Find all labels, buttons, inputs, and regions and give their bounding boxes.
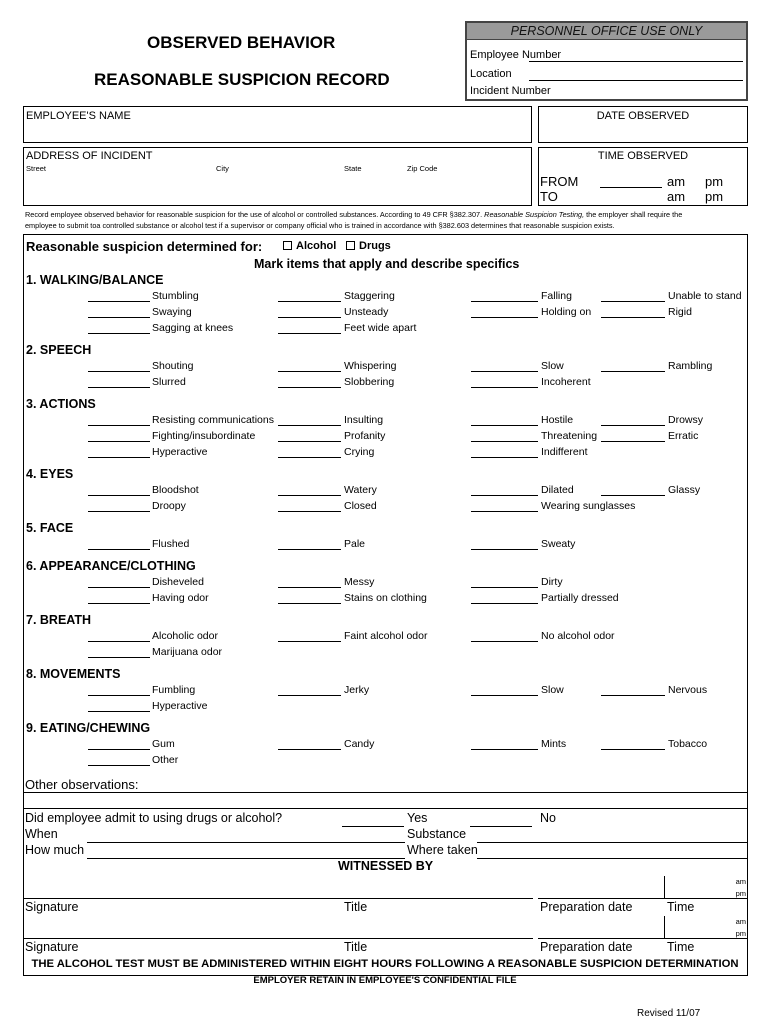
item-label: Swaying <box>152 306 192 318</box>
item-label: Feet wide apart <box>344 322 417 334</box>
prep-date-1-label: Preparation date <box>540 900 633 914</box>
to-label: TO <box>540 189 558 204</box>
admit-question: Did employee admit to using drugs or alcohol? <box>25 811 283 825</box>
item-mark-field[interactable] <box>278 301 341 302</box>
signature-1-field[interactable] <box>24 898 533 899</box>
state-label: State <box>344 164 362 173</box>
category-heading: 6. APPEARANCE/CLOTHING <box>26 559 196 573</box>
category-section <box>24 396 749 461</box>
item-label: Hostile <box>541 414 574 426</box>
item-mark-field[interactable] <box>471 371 538 372</box>
retain-notice: EMPLOYER RETAIN IN EMPLOYEE'S CONFIDENTIAL FILE <box>253 975 517 986</box>
time-observed-box <box>538 147 748 206</box>
location-label: Location <box>470 68 512 80</box>
item-mark-field[interactable] <box>471 603 538 604</box>
item-row <box>24 629 749 645</box>
item-label: Resisting communications <box>152 414 274 426</box>
item-label: Incoherent <box>541 376 591 388</box>
item-mark-field[interactable] <box>88 495 150 496</box>
personnel-office-box <box>465 21 748 101</box>
item-mark-field[interactable] <box>88 749 150 750</box>
zip-label: Zip Code <box>407 164 438 173</box>
item-row <box>24 499 749 515</box>
form-subtitle: REASONABLE SUSPICION RECORD <box>94 70 390 89</box>
address-field[interactable] <box>23 147 532 206</box>
item-mark-field[interactable] <box>88 657 150 658</box>
item-label: Dirty <box>541 576 563 588</box>
item-row <box>24 375 749 391</box>
category-heading: 3. ACTIONS <box>26 397 96 411</box>
item-mark-field[interactable] <box>88 425 150 426</box>
item-label: Bloodshot <box>152 484 199 496</box>
category-heading: 1. WALKING/BALANCE <box>26 273 164 287</box>
item-mark-field[interactable] <box>278 387 341 388</box>
item-label: Indifferent <box>541 446 588 458</box>
item-mark-field[interactable] <box>471 317 538 318</box>
from-am[interactable]: am <box>667 174 686 189</box>
signature-1-label: Signature <box>25 900 79 914</box>
employee-number-field[interactable] <box>529 61 743 62</box>
category-section <box>24 272 749 337</box>
sig2-pm[interactable]: pm <box>735 929 746 938</box>
category-heading: 4. EYES <box>26 467 74 481</box>
no-label: No <box>540 811 556 825</box>
alcohol-label: Alcohol <box>296 240 337 252</box>
item-mark-field[interactable] <box>278 317 341 318</box>
substance-field[interactable] <box>477 842 747 843</box>
item-mark-field[interactable] <box>601 425 665 426</box>
item-mark-field[interactable] <box>471 549 538 550</box>
item-label: Disheveled <box>152 576 204 588</box>
item-label: Faint alcohol odor <box>344 630 428 642</box>
item-row <box>24 737 749 753</box>
determined-label: Reasonable suspicion determined for: <box>26 239 263 254</box>
prep-date-2-label: Preparation date <box>540 940 633 954</box>
item-row <box>24 429 749 445</box>
category-heading: 2. SPEECH <box>26 343 92 357</box>
item-label: Unable to stand <box>668 290 742 302</box>
item-label: Having odor <box>152 592 209 604</box>
item-mark-field[interactable] <box>88 301 150 302</box>
category-section <box>24 666 749 715</box>
item-label: Insulting <box>344 414 384 426</box>
item-mark-field[interactable] <box>278 425 341 426</box>
category-section <box>24 558 749 607</box>
item-mark-field[interactable] <box>471 587 538 588</box>
item-label: Stumbling <box>152 290 199 302</box>
item-mark-field[interactable] <box>88 317 150 318</box>
item-row <box>24 591 749 607</box>
item-label: Wearing sunglasses <box>541 500 636 512</box>
item-mark-field[interactable] <box>471 387 538 388</box>
item-row <box>24 359 749 375</box>
item-label: Erratic <box>668 430 699 442</box>
no-field[interactable] <box>470 826 532 827</box>
sig1-am[interactable]: am <box>735 877 746 886</box>
item-mark-field[interactable] <box>88 765 150 766</box>
item-row <box>24 575 749 591</box>
item-mark-field[interactable] <box>88 387 150 388</box>
item-mark-field[interactable] <box>88 587 150 588</box>
item-mark-field[interactable] <box>601 371 665 372</box>
other-observations-label: Other observations: <box>25 777 139 792</box>
item-label: No alcohol odor <box>541 630 615 642</box>
item-label: Rambling <box>668 360 713 372</box>
item-mark-field[interactable] <box>471 511 538 512</box>
category-heading: 5. FACE <box>26 521 74 535</box>
category-heading: 7. BREATH <box>26 613 92 627</box>
item-label: Jerky <box>344 684 370 696</box>
category-section <box>24 466 749 515</box>
item-label: Marijuana odor <box>152 646 223 658</box>
item-mark-field[interactable] <box>88 441 150 442</box>
form-title: OBSERVED BEHAVIOR <box>147 33 336 52</box>
item-label: Slow <box>541 360 564 372</box>
item-row <box>24 413 749 429</box>
item-row <box>24 321 749 337</box>
item-label: Stains on clothing <box>344 592 427 604</box>
item-mark-field[interactable] <box>278 495 341 496</box>
city-label: City <box>216 164 229 173</box>
item-mark-field[interactable] <box>278 457 341 458</box>
item-mark-field[interactable] <box>471 457 538 458</box>
item-label: Staggering <box>344 290 395 302</box>
item-label: Fighting/insubordinate <box>152 430 256 442</box>
to-pm[interactable]: pm <box>705 189 724 204</box>
item-mark-field[interactable] <box>88 511 150 512</box>
item-mark-field[interactable] <box>278 749 341 750</box>
item-mark-field[interactable] <box>601 749 665 750</box>
item-row <box>24 483 749 499</box>
drugs-label: Drugs <box>359 240 391 252</box>
item-label: Crying <box>344 446 375 458</box>
item-label: Sagging at knees <box>152 322 234 334</box>
prep-date-2-field[interactable] <box>538 938 747 939</box>
item-mark-field[interactable] <box>88 333 150 334</box>
street-label: Street <box>26 164 47 173</box>
item-label: Messy <box>344 576 375 588</box>
item-label: Hyperactive <box>152 446 208 458</box>
office-header: PERSONNEL OFFICE USE ONLY <box>467 23 746 40</box>
item-mark-field[interactable] <box>278 603 341 604</box>
categories <box>24 272 749 774</box>
item-mark-field[interactable] <box>471 695 538 696</box>
item-mark-field[interactable] <box>278 371 341 372</box>
item-label: Hyperactive <box>152 700 208 712</box>
divider <box>24 808 747 809</box>
item-mark-field[interactable] <box>471 425 538 426</box>
item-mark-field[interactable] <box>278 695 341 696</box>
instructions-italic: Reasonable Suspicion Testing, <box>484 210 585 219</box>
category-heading: 9. EATING/CHEWING <box>26 721 151 735</box>
title-2-label: Title <box>344 940 368 954</box>
instructions-text: Record employee observed behavior for reasonable suspicion for the use of alcohol or controlled substances. According to 49 CFR §382.307. <box>25 210 483 219</box>
instructions <box>25 209 745 231</box>
item-label: Profanity <box>344 430 386 442</box>
sig2-am[interactable]: am <box>735 917 746 926</box>
when-label: When <box>25 827 58 841</box>
item-mark-field[interactable] <box>278 441 341 442</box>
sig1-pm[interactable]: pm <box>735 889 746 898</box>
item-mark-field[interactable] <box>471 441 538 442</box>
from-time-field[interactable] <box>600 187 662 188</box>
item-label: Glassy <box>668 484 701 496</box>
item-mark-field[interactable] <box>278 549 341 550</box>
revision-date: Revised 11/07 <box>637 1008 701 1019</box>
alcohol-checkbox[interactable] <box>283 240 336 252</box>
time-divider <box>664 876 665 898</box>
item-mark-field[interactable] <box>88 371 150 372</box>
item-label: Droopy <box>152 500 186 512</box>
item-mark-field[interactable] <box>471 495 538 496</box>
date-observed-field[interactable] <box>538 106 748 143</box>
yes-label: Yes <box>407 811 428 825</box>
item-label: Holding on <box>541 306 592 318</box>
item-row <box>24 699 749 715</box>
observations-box <box>23 234 748 976</box>
item-mark-field[interactable] <box>88 641 150 642</box>
item-label: Tobacco <box>668 738 708 750</box>
employee-name-field[interactable] <box>23 106 532 143</box>
item-mark-field[interactable] <box>88 549 150 550</box>
witnessed-by-heading: WITNESSED BY <box>338 859 434 873</box>
from-label: FROM <box>540 174 579 189</box>
item-row <box>24 537 749 553</box>
yes-field[interactable] <box>342 826 404 827</box>
item-mark-field[interactable] <box>278 511 341 512</box>
address-label: ADDRESS OF INCIDENT <box>26 150 153 162</box>
item-label: Rigid <box>668 306 692 318</box>
item-mark-field[interactable] <box>88 711 150 712</box>
item-mark-field[interactable] <box>471 641 538 642</box>
item-mark-field[interactable] <box>88 695 150 696</box>
item-row <box>24 683 749 699</box>
category-section <box>24 720 749 769</box>
item-label: Pale <box>344 538 366 550</box>
to-am[interactable]: am <box>667 189 686 204</box>
item-mark-field[interactable] <box>278 587 341 588</box>
item-label: Candy <box>344 738 375 750</box>
item-label: Dilated <box>541 484 574 496</box>
item-mark-field[interactable] <box>601 695 665 696</box>
item-label: Nervous <box>668 684 708 696</box>
item-row <box>24 289 749 305</box>
item-mark-field[interactable] <box>601 495 665 496</box>
category-section <box>24 520 749 553</box>
item-mark-field[interactable] <box>278 641 341 642</box>
category-heading: 8. MOVEMENTS <box>26 667 121 681</box>
from-pm[interactable]: pm <box>705 174 724 189</box>
drugs-checkbox[interactable] <box>346 240 391 252</box>
item-label: Mints <box>541 738 567 750</box>
signature-2-label: Signature <box>25 940 79 954</box>
item-label: Threatening <box>541 430 598 442</box>
item-mark-field[interactable] <box>88 457 150 458</box>
item-label: Watery <box>344 484 377 496</box>
other-observations-field[interactable] <box>24 792 747 793</box>
item-row <box>24 445 749 461</box>
item-label: Unsteady <box>344 306 389 318</box>
item-label: Partially dressed <box>541 592 619 604</box>
item-label: Whispering <box>344 360 397 372</box>
item-mark-field[interactable] <box>471 749 538 750</box>
signature-2-field[interactable] <box>24 938 533 939</box>
employee-number-label: Employee Number <box>470 49 562 61</box>
category-section <box>24 612 749 661</box>
how-much-label: How much <box>25 843 85 857</box>
item-row <box>24 305 749 321</box>
item-row <box>24 753 749 769</box>
time-1-label: Time <box>667 900 695 914</box>
item-label: Shouting <box>152 360 194 372</box>
prep-date-1-field[interactable] <box>538 898 747 899</box>
item-label: Alcoholic odor <box>152 630 218 642</box>
time-divider <box>664 916 665 938</box>
mark-instruction: Mark items that apply and describe specifics <box>254 257 520 271</box>
date-observed-label: DATE OBSERVED <box>596 110 690 122</box>
time-2-label: Time <box>667 940 695 954</box>
item-label: Slurred <box>152 376 186 388</box>
item-mark-field[interactable] <box>471 301 538 302</box>
item-label: Sweaty <box>541 538 576 550</box>
item-label: Other <box>152 754 179 766</box>
time-observed-label: TIME OBSERVED <box>597 150 689 162</box>
item-label: Gum <box>152 738 175 750</box>
when-field[interactable] <box>87 842 405 843</box>
item-mark-field[interactable] <box>601 441 665 442</box>
item-mark-field[interactable] <box>601 301 665 302</box>
item-label: Flushed <box>152 538 190 550</box>
alcohol-test-notice: THE ALCOHOL TEST MUST BE ADMINISTERED WITHIN EIGHT HOURS FOLLOWING A REASONABLE SUSPICION DETERMINATION <box>31 958 739 970</box>
instructions-text-2: the employer shall require the <box>586 210 683 219</box>
where-taken-field[interactable] <box>477 858 747 859</box>
item-mark-field[interactable] <box>88 603 150 604</box>
item-label: Closed <box>344 500 377 512</box>
category-section <box>24 342 749 391</box>
item-label: Fumbling <box>152 684 196 696</box>
item-row <box>24 645 749 661</box>
incident-number-label: Incident Number <box>470 85 551 97</box>
item-mark-field[interactable] <box>278 333 341 334</box>
location-field[interactable] <box>529 80 743 81</box>
title-1-label: Title <box>344 900 368 914</box>
where-taken-label: Where taken <box>407 843 478 857</box>
substance-label: Substance <box>407 827 467 841</box>
instructions-text-3: employee to submit toa controlled substance or alcohol test if a supervisor or company official who is trained in accordance with §382.603 determines that reasonable suspicion exists. <box>25 221 615 230</box>
item-label: Slow <box>541 684 564 696</box>
item-label: Falling <box>541 290 572 302</box>
employee-name-label: EMPLOYEE'S NAME <box>26 110 131 122</box>
item-label: Slobbering <box>344 376 395 388</box>
item-mark-field[interactable] <box>601 317 665 318</box>
item-label: Drowsy <box>668 414 704 426</box>
